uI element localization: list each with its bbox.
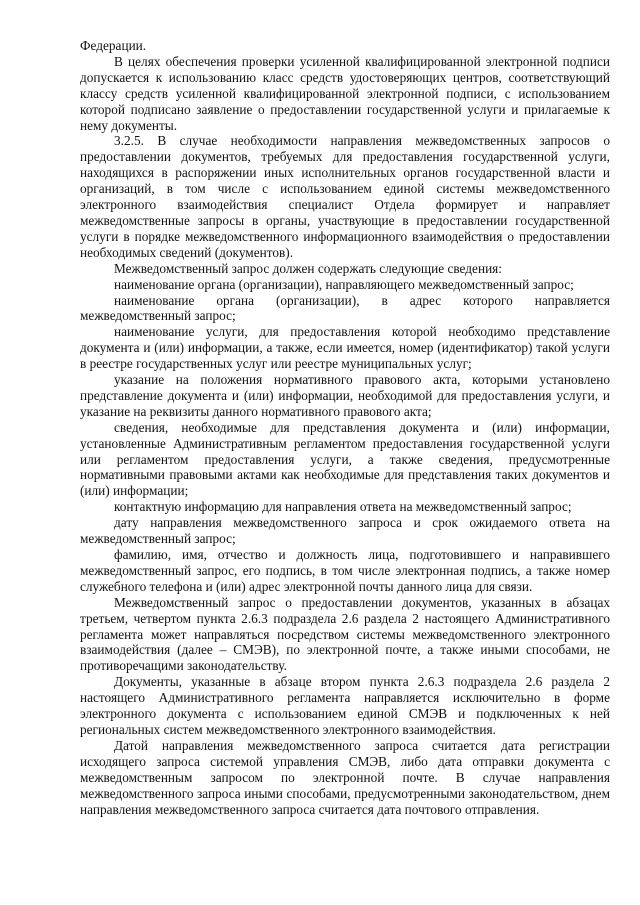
list-item-required-info: сведения, необходимые для представления документа и (или) информации, установленные Административным регламентом предоставления государственной услуги или регламентом предоставления услуги, а также сведения, предусмотренные нормативными правовыми актами как необходимые для представления таких документов и (или) информации; <box>80 419 610 499</box>
list-item-legal-act: указание на положения нормативного правового акта, которыми установлено представление документа и (или) информации, необходимой для предоставления услуги, и указание на реквизиты данного нормативного правового акта; <box>80 372 610 419</box>
list-item-service-name: наименование услуги, для предоставления которой необходимо представление документа и (или) информации, а также, если имеется, номер (идентификатор) такой услуги в реестре государственных услуг или реестре муниципальных услуг; <box>80 324 610 372</box>
paragraph-3-2-5: 3.2.5. В случае необходимости направления межведомственных запросов о предоставлении документов, требуемых для предоставления государственной услуги, находящихся в распоряжении иных исполнительных органов государственной власти и организаций, в том числе с использованием единой системы межведомственного электронного взаимодействия специалист Отдела формирует и направляет межведомственные запросы в органы, участвующие в предоставлении государственной услуги в порядке межведомственного информационного взаимодействия о предоставлении необходимых сведений (документов). <box>80 133 610 260</box>
list-item-contact-info: контактную информацию для направления ответа на межведомственный запрос; <box>114 499 572 515</box>
list-item-responsible-person: фамилию, имя, отчество и должность лица, подготовившего и направившего межведомственный запрос, его подпись, в том числе электронная подпись, а также номер служебного телефона и (или) адрес электронной почты данного лица для связи. <box>80 547 610 594</box>
document-page <box>80 38 610 817</box>
paragraph-request-contents: Межведомственный запрос должен содержать следующие сведения: <box>114 260 502 276</box>
paragraph-continuation: Федерации. <box>80 38 147 53</box>
paragraph-smev-channels: Межведомственный запрос о предоставлении документов, указанных в абзацах третьем, четвертом пункта 2.6.3 подраздела 2.6 раздела 2 настоящего Административного регламента может направляться посредством системы межведомственного электронного взаимодействия (далее – СМЭВ), по электронной почте, а также иными способами, не противоречащими законодательству. <box>80 594 610 674</box>
paragraph-request-date: Датой направления межведомственного запроса считается дата регистрации исходящего запроса системой управления СМЭВ, либо дата отправки документа с межведомственным запросом по электронной почте. В случае направления межведомственного запроса иными способами, предусмотренными законодательством, днем направления межведомственного запроса считается дата почтового отправления. <box>80 737 610 817</box>
paragraph-signature-verification: В целях обеспечения проверки усиленной квалифицированной электронной подписи допускается к использованию класс средств удостоверяющих центров, соответствующий классу средств усиленной квалифицированной электронной подписи, с использованием которой подписано заявление о предоставлении государственной услуги и прилагаемые к нему документы. <box>80 53 610 133</box>
list-item-dates: дату направления межведомственного запроса и срок ожидаемого ответа на межведомственный запрос; <box>80 515 610 547</box>
paragraph-electronic-only: Документы, указанные в абзаце втором пункта 2.6.3 подраздела 2.6 раздела 2 настоящего Административного регламента направляется исключительно в форме электронного документа с использованием единой СМЭВ и подключенных к ней региональных систем межведомственного электронного взаимодействия. <box>80 674 610 737</box>
list-item-recipient-organ: наименование органа (организации), в адрес которого направляется межведомственный запрос; <box>80 292 610 324</box>
list-item-sending-organ: наименование органа (организации), направляющего межведомственный запрос; <box>114 276 574 292</box>
